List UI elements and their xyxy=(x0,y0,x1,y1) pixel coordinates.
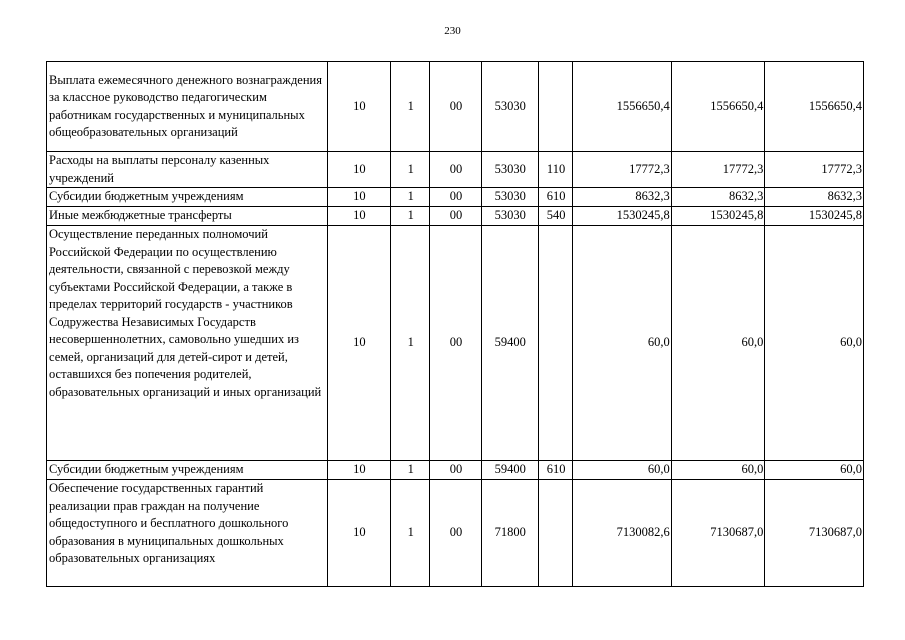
subsection-code: 1 xyxy=(391,188,430,207)
table-row xyxy=(47,188,864,207)
amount-year-1: 7130082,6 xyxy=(573,480,672,587)
amount-year-1: 1530245,8 xyxy=(573,207,672,226)
amount-year-1: 17772,3 xyxy=(573,152,672,188)
row-name: Осуществление переданных полномочий Российской Федерации по осуществлению деятельности, связанной с перевозкой между субъектами Российской Федерации, а также в пределах территорий государств - участников Содружества Независимых Государств несовершеннолетних, самовольно ушедших из семей, организаций для детей-сирот и детей, оставшихся без попечения родителей, образовательных организаций и иных организаций xyxy=(47,226,328,461)
amount-year-3: 1530245,8 xyxy=(765,207,864,226)
target-code: 53030 xyxy=(481,188,538,207)
section-code: 10 xyxy=(327,188,390,207)
expense-type-code: 610 xyxy=(538,461,572,480)
program-code: 00 xyxy=(430,480,481,587)
table-row xyxy=(47,461,864,480)
section-code: 10 xyxy=(327,62,390,152)
budget-table xyxy=(46,61,864,587)
amount-year-3: 7130687,0 xyxy=(765,480,864,587)
amount-year-2: 8632,3 xyxy=(671,188,765,207)
target-code: 59400 xyxy=(481,226,538,461)
target-code: 71800 xyxy=(481,480,538,587)
amount-year-2: 60,0 xyxy=(671,226,765,461)
amount-year-2: 1556650,4 xyxy=(671,62,765,152)
amount-year-1: 1556650,4 xyxy=(573,62,672,152)
program-code: 00 xyxy=(430,207,481,226)
amount-year-2: 1530245,8 xyxy=(671,207,765,226)
amount-year-2: 7130687,0 xyxy=(671,480,765,587)
program-code: 00 xyxy=(430,152,481,188)
section-code: 10 xyxy=(327,207,390,226)
row-name: Выплата ежемесячного денежного вознаграждения за классное руководство педагогическим работникам государственных и муниципальных общеобразовательных организаций xyxy=(47,62,328,152)
row-name: Субсидии бюджетным учреждениям xyxy=(47,461,328,480)
subsection-code: 1 xyxy=(391,62,430,152)
subsection-code: 1 xyxy=(391,480,430,587)
row-name: Расходы на выплаты персоналу казенных учреждений xyxy=(47,152,328,188)
subsection-code: 1 xyxy=(391,152,430,188)
expense-type-code: 610 xyxy=(538,188,572,207)
table-row xyxy=(47,62,864,152)
expense-type-code: 540 xyxy=(538,207,572,226)
amount-year-2: 17772,3 xyxy=(671,152,765,188)
section-code: 10 xyxy=(327,480,390,587)
subsection-code: 1 xyxy=(391,207,430,226)
page-number: 230 xyxy=(444,25,461,37)
amount-year-3: 60,0 xyxy=(765,461,864,480)
section-code: 10 xyxy=(327,226,390,461)
amount-year-1: 8632,3 xyxy=(573,188,672,207)
table-row xyxy=(47,207,864,226)
table-row xyxy=(47,226,864,461)
row-name: Обеспечение государственных гарантий реализации прав граждан на получение общедоступного и бесплатного дошкольного образования в муниципальных дошкольных образовательных организациях xyxy=(47,480,328,587)
expense-type-code: 110 xyxy=(538,152,572,188)
subsection-code: 1 xyxy=(391,461,430,480)
program-code: 00 xyxy=(430,188,481,207)
program-code: 00 xyxy=(430,62,481,152)
program-code: 00 xyxy=(430,461,481,480)
amount-year-3: 60,0 xyxy=(765,226,864,461)
section-code: 10 xyxy=(327,152,390,188)
target-code: 59400 xyxy=(481,461,538,480)
expense-type-code xyxy=(538,62,572,152)
row-name: Иные межбюджетные трансферты xyxy=(47,207,328,226)
amount-year-1: 60,0 xyxy=(573,461,672,480)
target-code: 53030 xyxy=(481,62,538,152)
amount-year-3: 8632,3 xyxy=(765,188,864,207)
row-name: Субсидии бюджетным учреждениям xyxy=(47,188,328,207)
amount-year-3: 1556650,4 xyxy=(765,62,864,152)
amount-year-2: 60,0 xyxy=(671,461,765,480)
target-code: 53030 xyxy=(481,152,538,188)
section-code: 10 xyxy=(327,461,390,480)
subsection-code: 1 xyxy=(391,226,430,461)
expense-type-code xyxy=(538,226,572,461)
expense-type-code xyxy=(538,480,572,587)
target-code: 53030 xyxy=(481,207,538,226)
table-row xyxy=(47,480,864,587)
program-code: 00 xyxy=(430,226,481,461)
table-row xyxy=(47,152,864,188)
amount-year-3: 17772,3 xyxy=(765,152,864,188)
amount-year-1: 60,0 xyxy=(573,226,672,461)
